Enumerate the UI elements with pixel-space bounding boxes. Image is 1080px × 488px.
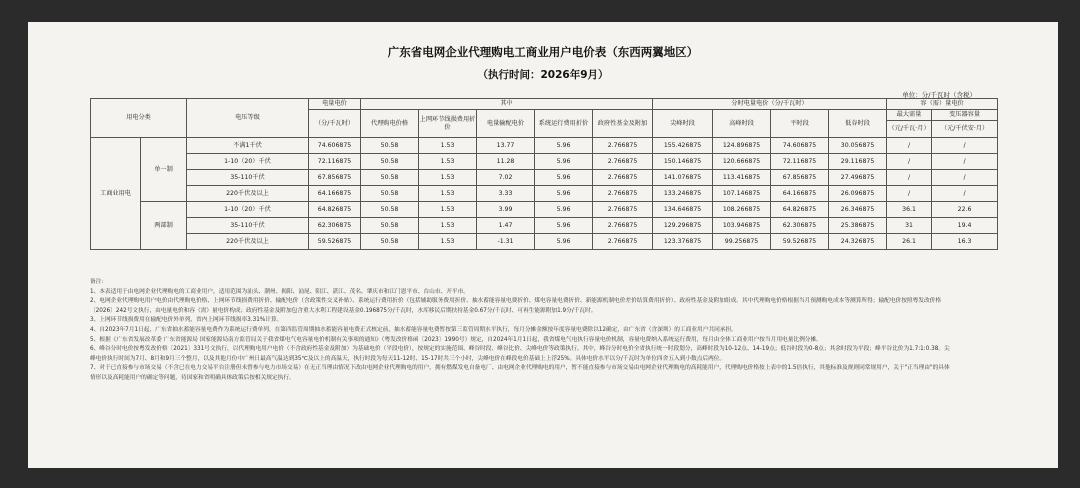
peak-cell: 107.146875 xyxy=(713,186,771,202)
surcharge-cell: 2.766875 xyxy=(593,170,653,186)
document-title: 广东省电网企业代理购电工商业用户电价表（东西两翼地区） xyxy=(387,45,699,59)
proxy-cell: 50.58 xyxy=(361,234,419,250)
table-row xyxy=(91,170,998,186)
transformer-cell: 19.4 xyxy=(932,218,998,234)
header-category: 用电分类 xyxy=(91,99,187,138)
trans-cell: 1.47 xyxy=(477,218,535,234)
loss-cell: 1.53 xyxy=(419,234,477,250)
notes-section xyxy=(90,278,954,384)
note-item: 3、上网环节线损费用在输配电价外单列，省内上网环节线损率3.31%计算。 xyxy=(90,317,283,324)
sharp-cell: 123.376875 xyxy=(653,234,713,250)
header-transformer: 变压器容量 xyxy=(932,110,998,121)
execution-date: （执行时间：2026年9月） xyxy=(477,69,609,81)
trans-cell: 3.33 xyxy=(477,186,535,202)
valley-cell: 27.496875 xyxy=(829,170,887,186)
note-item: 7、对于已直接参与市场交易（不含已在电力交易平台注册但未曾参与电力市场交易）在无正当理由情况下改由电网企业代理购电的用户，拥有燃煤发电自备电厂、由电网企业代理购电的用户，暂不能直接参与市场交易由电网企业代理购电的高耗能用户，代理购电价格按上表中的1.5倍执行，其他标准及规则同常规用户，关于"正当理由"的具体情形以及高耗能用户的确定等问题，待国家和省明确具体政策后按相关规定执行。 xyxy=(90,365,950,381)
demand-cell: 36.1 xyxy=(887,202,932,218)
sysop-cell: 5.96 xyxy=(535,170,593,186)
header-capacity: 容（需）量电价 xyxy=(887,99,998,110)
peak-cell: 103.946875 xyxy=(713,218,771,234)
header-valley: 低谷时段 xyxy=(829,110,887,138)
sharp-cell: 134.646875 xyxy=(653,202,713,218)
header-tou: 分时电量电价（分/千瓦时） xyxy=(653,99,887,110)
energy-cell: 59.526875 xyxy=(309,234,361,250)
header-grid-loss: 上网环节线损费用折价 xyxy=(419,110,477,138)
table-row xyxy=(91,138,998,154)
transformer-cell: / xyxy=(932,170,998,186)
sharp-cell: 141.076875 xyxy=(653,170,713,186)
demand-cell: / xyxy=(887,138,932,154)
header-energy-unit: （分/千瓦时） xyxy=(309,110,361,138)
sharp-cell: 150.146875 xyxy=(653,154,713,170)
proxy-cell: 50.58 xyxy=(361,138,419,154)
proxy-cell: 50.58 xyxy=(361,186,419,202)
header-proxy-price: 代理购电价格 xyxy=(361,110,419,138)
energy-cell: 67.856875 xyxy=(309,170,361,186)
note-item: 1、本表适用于由电网企业代理购电的工商业用户，适用范围为汕头、潮州、揭阳、汕尾、阳江、湛江、茂名、肇庆市和江门恩平市、台山市、开平市。 xyxy=(90,288,469,295)
subgroup-label: 两部制 xyxy=(141,202,187,250)
trans-cell: 13.77 xyxy=(477,138,535,154)
peak-cell: 108.266875 xyxy=(713,202,771,218)
voltage-cell: 35-110千伏 xyxy=(187,218,309,234)
table-row xyxy=(91,234,998,250)
proxy-cell: 50.58 xyxy=(361,218,419,234)
loss-cell: 1.53 xyxy=(419,218,477,234)
demand-cell: / xyxy=(887,154,932,170)
transformer-cell: 22.6 xyxy=(932,202,998,218)
peak-cell: 124.896875 xyxy=(713,138,771,154)
note-item: 5、根据《广东省发展改革委 广东省能源局 国家能源局南方监管局关于我省煤电气电容量电价机制有关事项的通知》（粤发改价格函〔2023〕1990号）规定，自2024年1月1日起，我省煤电气电执行容量电价机制，容量电费纳入系统运行费用，每月由全体工商业用户按当月用电量比例分摊。 xyxy=(90,336,822,343)
proxy-cell: 50.58 xyxy=(361,170,419,186)
table-row xyxy=(91,218,998,234)
loss-cell: 1.53 xyxy=(419,138,477,154)
trans-cell: 7.02 xyxy=(477,170,535,186)
demand-cell: / xyxy=(887,186,932,202)
surcharge-cell: 2.766875 xyxy=(593,138,653,154)
transformer-cell: / xyxy=(932,186,998,202)
header-of-which: 其中 xyxy=(361,99,653,110)
transformer-cell: / xyxy=(932,154,998,170)
sysop-cell: 5.96 xyxy=(535,186,593,202)
voltage-cell: 1-10（20）千伏 xyxy=(187,154,309,170)
unit-label: 单位：分/千瓦时（含税） xyxy=(902,91,976,99)
voltage-cell: 220千伏及以上 xyxy=(187,234,309,250)
sharp-cell: 129.296875 xyxy=(653,218,713,234)
note-item: 6、峰谷分时电价按粤发改价格〔2021〕331号文执行，以代理购电用户电价（不含政府性基金及附加）为基础电价（平段电价），按规定的实施范围、峰谷时段、峰谷比价、尖峰电价等政策执行。其中，峰谷分时电价全省执行统一时段划分，高峰时段为10-12点、14-19点；低谷时段为0-8点；其余时段为平段；峰平谷比价为1.7:1:0.38。尖峰电价执行时间为7月、8月和9月三个整月，以及其他月份中广州日最高气温达到35℃及以上的高温天，执行时段为每天11-12时、15-17时共三个小时，尖峰电价在峰段电价基础上上浮25%。具体电价水平以分/千瓦时为单位四舍五入到小数点后两位。 xyxy=(90,346,950,362)
document-page xyxy=(28,22,1058,468)
surcharge-cell: 2.766875 xyxy=(593,202,653,218)
energy-cell: 64.166875 xyxy=(309,186,361,202)
loss-cell: 1.53 xyxy=(419,202,477,218)
header-system-op: 系统运行费用折价 xyxy=(535,110,593,138)
sharp-cell: 133.246875 xyxy=(653,186,713,202)
transformer-cell: 16.3 xyxy=(932,234,998,250)
trans-cell: 11.28 xyxy=(477,154,535,170)
surcharge-cell: 2.766875 xyxy=(593,218,653,234)
note-item: 2、电网企业代理购电用户电价由代理购电价格、上网环节线损费用折价、输配电价（含政策性交叉补贴）、系统运行费用折价（包括辅助服务费用折价、抽水蓄能容量电费折价、煤电容量电费折价、新能源机制电价差价结算费用折价）、政府性基金及附加组成。其中代理购电价格根据当月预测购电成本等测算所得；输配电价按照粤发改价格〔2026〕242号文执行，由电量电价和容（需）量电价构成；政府性基金及附加包含重大水利工程建设基金0.196875分/千瓦时，水库移民后期扶持基金0.67分/千瓦时、可再生能源附加1.9分/千瓦时。 xyxy=(90,298,942,314)
energy-cell: 64.826875 xyxy=(309,202,361,218)
sysop-cell: 5.96 xyxy=(535,138,593,154)
header-transformer-unit: （元/千伏安·月） xyxy=(932,121,998,138)
peak-cell: 120.666875 xyxy=(713,154,771,170)
header-max-demand-unit: （元/千瓦·月） xyxy=(887,121,932,138)
voltage-cell: 35-110千伏 xyxy=(187,170,309,186)
surcharge-cell: 2.766875 xyxy=(593,154,653,170)
peak-cell: 113.416875 xyxy=(713,170,771,186)
header-flat: 平时段 xyxy=(771,110,829,138)
flat-cell: 72.116875 xyxy=(771,154,829,170)
proxy-cell: 50.58 xyxy=(361,154,419,170)
transformer-cell: / xyxy=(932,138,998,154)
demand-cell: / xyxy=(887,170,932,186)
table-row xyxy=(91,186,998,202)
header-max-demand: 最大需量 xyxy=(887,110,932,121)
voltage-cell: 1-10（20）千伏 xyxy=(187,202,309,218)
demand-cell: 31 xyxy=(887,218,932,234)
proxy-cell: 50.58 xyxy=(361,202,419,218)
demand-cell: 26.1 xyxy=(887,234,932,250)
trans-cell: 3.99 xyxy=(477,202,535,218)
header-surcharge: 政府性基金及附加 xyxy=(593,110,653,138)
loss-cell: 1.53 xyxy=(419,170,477,186)
header-peak-sharp: 尖峰时段 xyxy=(653,110,713,138)
surcharge-cell: 2.766875 xyxy=(593,234,653,250)
sysop-cell: 5.96 xyxy=(535,202,593,218)
notes-heading: 备注： xyxy=(90,279,108,285)
header-transmission: 电量输配电价 xyxy=(477,110,535,138)
header-energy-price: 电量电价 xyxy=(309,99,361,110)
voltage-cell: 220千伏及以上 xyxy=(187,186,309,202)
valley-cell: 26.346875 xyxy=(829,202,887,218)
valley-cell: 26.096875 xyxy=(829,186,887,202)
category-group-label: 工商业用电 xyxy=(91,138,141,250)
note-item: 4、自2023年7月1日起，广东省抽水蓄能容量电费作为系统运行费单列。在第四监管周期抽水蓄能容量电费正式核定前，抽水蓄能容量电费暂按第三监管周期水平执行，每月分摊金额按年度容量电费除以12确定，由广东省（含深圳）的工商业用户共同承担。 xyxy=(90,326,737,333)
subgroup-label: 单一制 xyxy=(141,138,187,202)
energy-cell: 74.606875 xyxy=(309,138,361,154)
peak-cell: 99.256875 xyxy=(713,234,771,250)
surcharge-cell: 2.766875 xyxy=(593,186,653,202)
valley-cell: 29.116875 xyxy=(829,154,887,170)
loss-cell: 1.53 xyxy=(419,154,477,170)
table-row xyxy=(91,202,998,218)
energy-cell: 72.116875 xyxy=(309,154,361,170)
header-voltage: 电压等级 xyxy=(187,99,309,138)
flat-cell: 67.856875 xyxy=(771,170,829,186)
valley-cell: 24.326875 xyxy=(829,234,887,250)
flat-cell: 59.526875 xyxy=(771,234,829,250)
flat-cell: 64.826875 xyxy=(771,202,829,218)
voltage-cell: 不满1千伏 xyxy=(187,138,309,154)
sysop-cell: 5.96 xyxy=(535,234,593,250)
trans-cell: -1.31 xyxy=(477,234,535,250)
valley-cell: 30.056875 xyxy=(829,138,887,154)
sysop-cell: 5.96 xyxy=(535,218,593,234)
sharp-cell: 155.426875 xyxy=(653,138,713,154)
flat-cell: 74.606875 xyxy=(771,138,829,154)
flat-cell: 62.306875 xyxy=(771,218,829,234)
loss-cell: 1.53 xyxy=(419,186,477,202)
valley-cell: 25.386875 xyxy=(829,218,887,234)
sysop-cell: 5.96 xyxy=(535,154,593,170)
header-peak: 高峰时段 xyxy=(713,110,771,138)
tariff-table xyxy=(90,98,998,250)
table-row xyxy=(91,154,998,170)
energy-cell: 62.306875 xyxy=(309,218,361,234)
flat-cell: 64.166875 xyxy=(771,186,829,202)
